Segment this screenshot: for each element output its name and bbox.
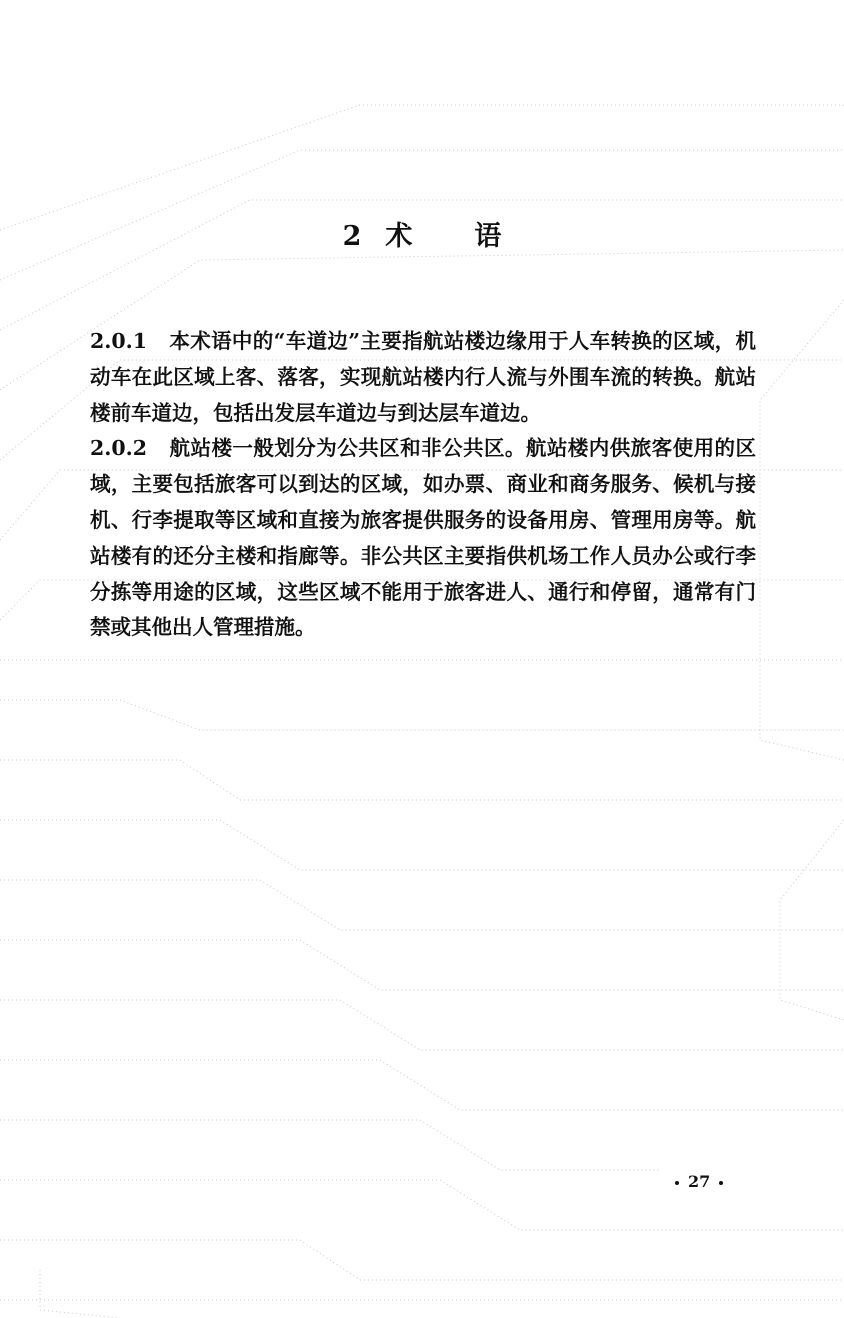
- page-number-right-dot: [719, 1181, 723, 1185]
- chapter-title-part1: 术: [385, 221, 413, 252]
- chapter-heading: [0, 214, 844, 253]
- clause-number: 2.0.2: [90, 436, 148, 461]
- clause-number: 2.0.1: [90, 329, 148, 353]
- chapter-body: [90, 324, 756, 646]
- clause-2-0-2: [90, 431, 756, 646]
- chapter-title-part2: 语: [474, 221, 502, 252]
- chapter-number: 2: [342, 221, 362, 252]
- clause-text: 本术语中的“车道边”主要指航站楼边缘用于人车转换的区域，机动车在此区域上客、落客，实现航站楼内行人流与外围车流的转换。航站楼前车道边，包括出发层车道边与到达层车道边。: [90, 329, 756, 425]
- page-number-value: 27: [688, 1172, 711, 1191]
- clause-2-0-1: [90, 324, 756, 431]
- clause-text: 航站楼一般划分为公共区和非公共区。航站楼内供旅客使用的区域，主要包括旅客可以到达的区域，如办票、商业和商务服务、候机与接机、行李提取等区域和直接为旅客提供服务的设备用房、管理用房等。航站楼有的还分主楼和指廊等。非公共区主要指供机场工作人员办公或行李分拣等用途的区域，这些区域不能用于旅客进人、通行和停留，通常有门禁或其他出人管理措施。: [90, 436, 756, 640]
- page-number-left-dot: [675, 1181, 679, 1185]
- page-number: [666, 1172, 732, 1191]
